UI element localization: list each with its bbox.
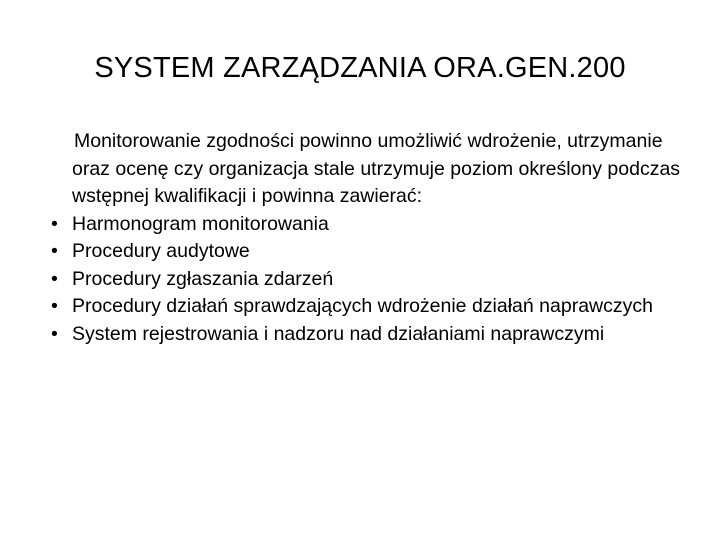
bullet-item: • Procedury działań sprawdzających wdrożenie działań naprawczych: [50, 293, 690, 321]
intro-text: Monitorowanie zgodności powinno umożliwić wdrożenie, utrzymanie oraz ocenę czy organizacja stale utrzymuje poziom określony podczas wstępnej kwalifikacji i powinna zawierać:: [72, 130, 681, 207]
bullet-item: • Procedury zgłaszania zdarzeń: [50, 266, 690, 294]
bullet-list: [50, 211, 690, 349]
slide-title: SYSTEM ZARZĄDZANIA ORA.GEN.200: [94, 52, 626, 84]
bullet-item: • System rejestrowania i nadzoru nad działaniami naprawczymi: [50, 321, 690, 349]
bullet-item: • Procedury audytowe: [50, 238, 690, 266]
slide-content: [50, 128, 690, 348]
intro-paragraph: [50, 128, 690, 211]
bullet-item: • Harmonogram monitorowania: [50, 211, 690, 239]
